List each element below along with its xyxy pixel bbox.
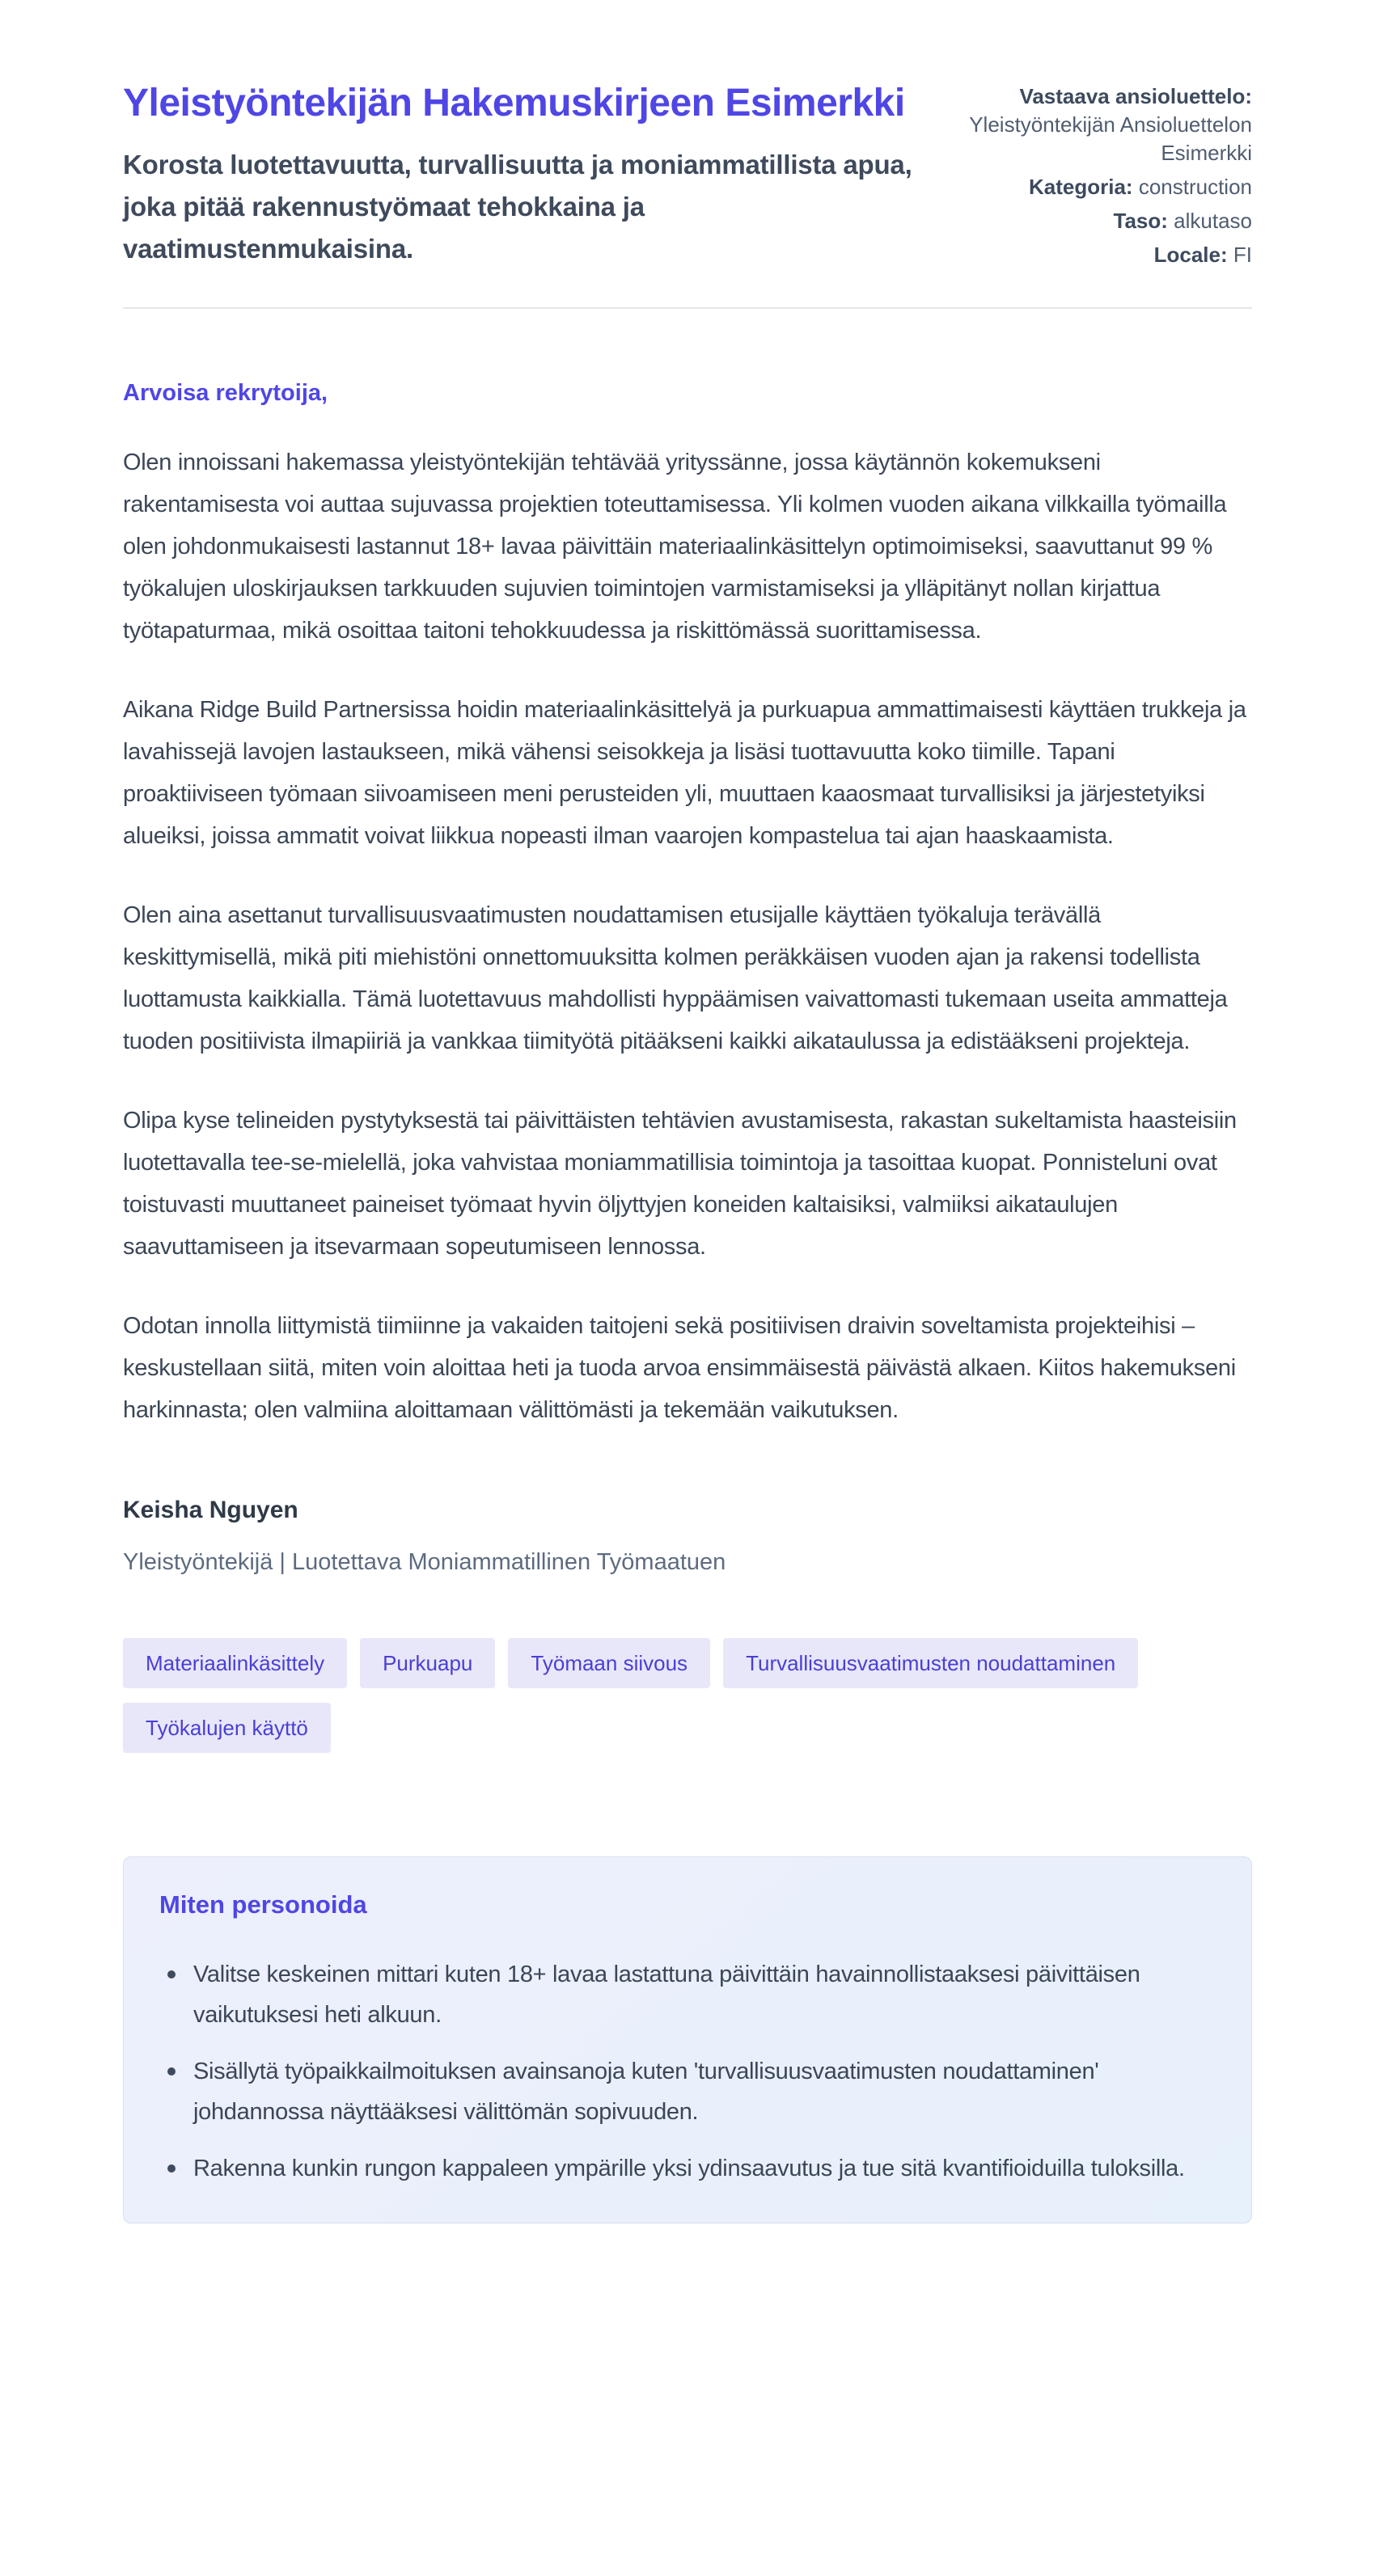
meta-value: Yleistyöntekijän Ansioluettelon Esimerkki [969,112,1252,165]
header [123,78,1252,275]
personalization-tips-box [123,1856,1252,2223]
meta-value: construction [1138,175,1252,199]
meta-label: Kategoria: [1029,175,1133,199]
meta-item-category [961,173,1252,201]
meta-label: Taso: [1113,209,1168,233]
tips-heading: Miten personoida [159,1890,367,1919]
meta-label: Locale: [1153,243,1228,267]
meta-value: alkutaso [1174,209,1252,233]
skill-tag: Työkalujen käyttö [123,1703,331,1753]
meta-item-level [961,207,1252,235]
tip-item-3: Rakenna kunkin rungon kappaleen ympärille yksi ydinsaavutus ja tue sitä kvantifioiduilla tuloksilla. [159,2148,1195,2189]
tip-item-1: Valitse keskeinen mittari kuten 18+ lavaa lastattuna päivittäin havainnollistaaksesi päivittäisen vaikutuksesi heti alkuun. [159,1954,1195,2035]
signature-block [123,1493,1252,1580]
skill-tag-list [123,1638,1252,1753]
skill-tag: Turvallisuusvaatimusten noudattaminen [723,1638,1138,1688]
letter-greeting: Arvoisa rekrytoija, [123,380,328,406]
letter-body [123,372,1252,1580]
signature-role: Yleistyöntekijä | Luotettava Moniammatillinen Työmaatuen [123,1549,726,1575]
skill-tag: Purkuapu [360,1638,495,1688]
meta-item-matching-resume [961,82,1252,167]
tip-item-2: Sisällytä työpaikkailmoituksen avainsanoja kuten 'turvallisuusvaatimusten noudattaminen' johdannossa näyttääksesi välittömän sopivuuden. [159,2051,1195,2132]
letter-paragraph-3: Olen aina asettanut turvallisuusvaatimusten noudattamisen etusijalle käyttäen työkaluja terävällä keskittymisellä, mikä piti miehistöni onnettomuuksitta kolmen peräkkäisen vuoden ajan ja rakensi todellista luottamusta kaikkialla. Tämä luotettavuus mahdollisti hyppäämisen vaivattomasti tukemaan useita ammatteja tuoden positiivista ilmapiiriä ja vankkaa tiimityötä pitääkseni kaikki aikataulussa ja edistääkseni projekteja. [123,902,1228,1054]
tips-list [159,1954,1216,2189]
meta-panel [961,78,1252,275]
letter-paragraph-2: Aikana Ridge Build Partnersissa hoidin materiaalinkäsittelyä ja purkuapua ammattimaisesti käyttäen trukkeja ja lavahissejä lavojen lastaukseen, mikä vähensi seisokkeja ja lisäsi tuottavuutta koko tiimille. Tapani proaktiiviseen työmaan siivoamiseen meni perusteiden yli, muuttaen kaaosmaat turvallisiksi ja järjestetyiksi alueiksi, joissa ammatit voivat liikkua nopeasti ilman vaarojen kompastelua tai ajan haaskaamista. [123,697,1246,849]
meta-label: Vastaava ansioluettelo: [1019,84,1252,108]
letter-paragraph-1: Olen innoissani hakemassa yleistyöntekijän tehtävää yrityssänne, jossa käytännön kokemukseni rakentamisesta voi auttaa sujuvassa projektien toteuttamisessa. Yli kolmen vuoden aikana vilkkailla työmailla olen johdonmukaisesti lastannut 18+ lavaa päivittäin materiaalinkäsittelyn optimoimiseksi, saavuttanut 99 % työkalujen uloskirjauksen tarkkuuden sujuvien toimintojen varmistamiseksi ja ylläpitänyt nollan kirjattua työtapaturmaa, mikä osoittaa taitoni tehokkuudessa ja riskittömässä suorittamisessa. [123,450,1227,644]
signature-name: Keisha Nguyen [123,1497,298,1523]
letter-paragraph-4: Olipa kyse telineiden pystytyksestä tai päivittäisten tehtävien avustamisesta, rakastan sukeltamista haasteisiin luotettavalla tee-se-mielellä, joka vahvistaa moniammatillisia toimintoja ja tasoittaa kuopat. Ponnisteluni ovat toistuvasti muuttaneet paineiset työmaat hyvin öljyttyjen koneiden kaltaisiksi, valmiiksi aikataulujen saavuttamiseen ja itsevarmaan sopeutumiseen lennossa. [123,1108,1237,1260]
header-left [123,78,940,270]
meta-value: FI [1233,243,1252,267]
letter-paragraph-5: Odotan innolla liittymistä tiimiinne ja vakaiden taitojeni sekä positiivisen draivin soveltamista projekteihisi – keskustellaan siitä, miten voin aloittaa heti ja tuoda arvoa ensimmäisestä päivästä alkaen. Kiitos hakemukseni harkinnasta; olen valmiina aloittamaan välittömästi ja tekemään vaikutuksen. [123,1313,1236,1423]
page-title: Yleistyöntekijän Hakemuskirjeen Esimerkki [123,82,905,125]
page-subtitle: Korosta luotettavuutta, turvallisuutta ja moniammatillista apua, joka pitää rakennustyömaat tehokkaina ja vaatimustenmukaisina. [123,150,912,264]
header-divider [123,307,1252,309]
meta-item-locale [961,241,1252,269]
skill-tag: Työmaan siivous [508,1638,710,1688]
skill-tag: Materiaalinkäsittely [123,1638,347,1688]
